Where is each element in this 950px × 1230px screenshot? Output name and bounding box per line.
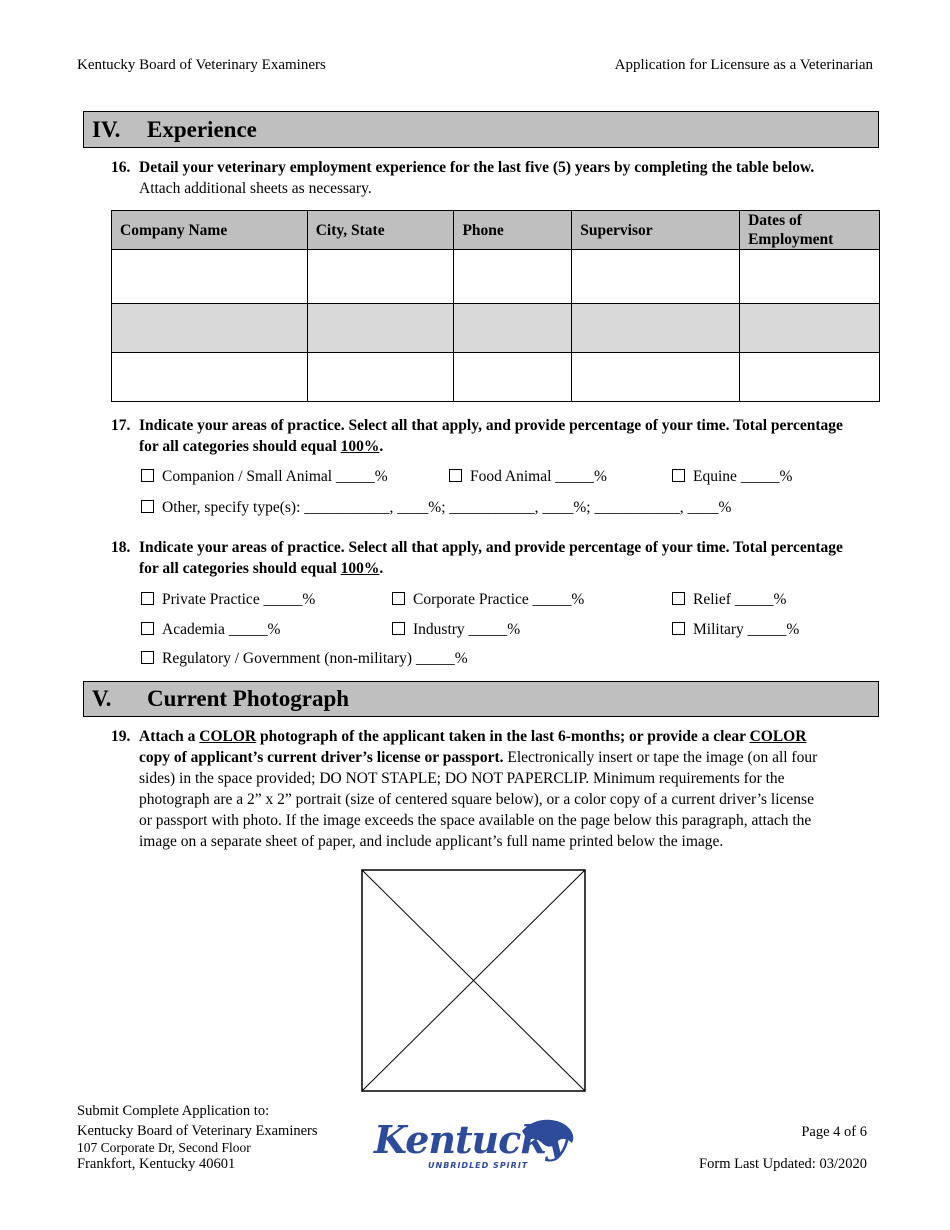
photo-placeholder[interactable] [361,869,586,1092]
question-number: 19. [111,728,131,745]
table-cell[interactable] [307,250,454,304]
option-equine[interactable] [672,468,792,486]
option-label: Equine _____% [693,468,793,485]
option-label: Private Practice _____% [162,591,316,608]
section-v-heading [83,681,879,717]
option-academia[interactable] [141,621,280,639]
checkbox[interactable] [141,592,154,605]
table-cell[interactable] [740,304,880,353]
col-phone: Phone [454,211,572,250]
q19-bold-1: Attach a [139,728,200,745]
kentucky-logo [372,1113,582,1175]
q19-bold-3: copy of applicant’s current driver’s license or passport. [139,749,504,766]
table-row [112,353,880,402]
option-other[interactable] [141,499,731,517]
checkbox[interactable] [392,622,405,635]
col-company-name: Company Name [112,211,308,250]
page-number: Page 4 of 6 [801,1124,867,1140]
question-emphasis: 100% [340,560,380,577]
table-cell[interactable] [112,353,308,402]
table-cell[interactable] [454,353,572,402]
section-title: Experience [147,117,257,142]
question-17 [111,415,851,457]
footer-submit: Submit Complete Application to: [77,1103,270,1119]
table-cell[interactable] [454,304,572,353]
section-title: Current Photograph [147,686,350,711]
checkbox[interactable] [141,651,154,664]
question-text: Indicate your areas of practice. Select all that apply, and provide percentage of your time. Total percentage for all categories should equal [139,539,843,577]
checkbox[interactable] [392,592,405,605]
question-end: . [379,560,384,577]
checkbox[interactable] [672,592,685,605]
form-updated: Form Last Updated: 03/2020 [699,1156,867,1172]
option-relief[interactable] [672,591,786,609]
checkbox[interactable] [672,469,685,482]
question-end: . [379,438,384,455]
option-private-practice[interactable] [141,591,315,609]
footer-street: 107 Corporate Dr, Second Floor [77,1140,251,1155]
option-food-animal[interactable] [449,468,607,486]
logo-tagline: UNBRIDLED SPIRIT [428,1161,529,1170]
question-number: 17. [111,417,131,434]
question-emphasis: 100% [340,438,380,455]
option-label: Military _____% [693,621,800,638]
table-cell[interactable] [740,353,880,402]
option-label: Corporate Practice _____% [413,591,585,608]
checkbox[interactable] [672,622,685,635]
footer-city: Frankfort, Kentucky 40601 [77,1156,236,1172]
option-military[interactable] [672,621,799,639]
table-cell[interactable] [572,353,740,402]
table-cell[interactable] [454,250,572,304]
col-supervisor: Supervisor [572,211,740,250]
table-cell[interactable] [307,353,454,402]
option-label: Other, specify type(s): ___________, ____%; ___________, ____%; ___________, ____% [162,499,732,516]
employment-table [111,210,880,402]
option-industry[interactable] [392,621,520,639]
checkbox[interactable] [141,500,154,513]
table-cell[interactable] [112,304,308,353]
section-iv-heading [83,111,879,148]
option-label: Relief _____% [693,591,787,608]
table-cell[interactable] [307,304,454,353]
q19-color-1: COLOR [199,728,257,745]
question-16 [111,157,851,199]
option-label: Academia _____% [162,621,281,638]
table-cell[interactable] [572,304,740,353]
header-board-name: Kentucky Board of Veterinary Examiners [77,57,326,73]
checkbox[interactable] [141,622,154,635]
table-row [112,250,880,304]
option-label: Industry _____% [413,621,521,638]
table-cell[interactable] [112,250,308,304]
question-19 [111,726,821,852]
checkbox[interactable] [141,469,154,482]
col-dates-of-employment: Dates of Employment [740,211,880,250]
q19-instructions: Electronically insert or tape the image (on all four sides) in the space provided; DO NOT STAPLE; DO NOT PAPERCLIP. Minimum requirements for the photograph are a 2” x 2” portrait (size of centered square below), or a color copy of a current driver’s license or passport with photo. If the image exceeds the space available on the page below this paragraph, attach the image on a separate sheet of paper, and include applicant’s full name printed below the image. [139,749,818,850]
option-label: Companion / Small Animal _____% [162,468,388,485]
header-form-title: Application for Licensure as a Veterinarian [614,57,873,73]
table-header-row [112,211,880,250]
question-18 [111,537,851,579]
checkbox[interactable] [449,469,462,482]
section-number: V. [92,686,112,711]
col-city-state: City, State [307,211,454,250]
footer-board: Kentucky Board of Veterinary Examiners [77,1123,318,1139]
table-cell[interactable] [572,250,740,304]
table-row [112,304,880,353]
question-text: Indicate your areas of practice. Select all that apply, and provide percentage of your time. Total percentage for all categories should equal [139,417,843,455]
option-companion[interactable] [141,468,388,486]
section-number: IV. [92,117,121,142]
q19-color-2: COLOR [749,728,807,745]
q19-bold-2: photograph of the applicant taken in the last 6-months; or provide a clear [256,728,750,745]
table-cell[interactable] [740,250,880,304]
question-text: Detail your veterinary employment experience for the last five (5) years by completing the table below. [139,159,815,176]
option-label: Food Animal _____% [470,468,607,485]
logo-wordmark: Kentucky [374,1117,567,1162]
option-label: Regulatory / Government (non-military) _____% [162,650,468,667]
option-corporate-practice[interactable] [392,591,584,609]
question-number: 18. [111,539,131,556]
question-note: Attach additional sheets as necessary. [139,180,372,197]
option-regulatory[interactable] [141,650,468,668]
question-number: 16. [111,159,131,176]
